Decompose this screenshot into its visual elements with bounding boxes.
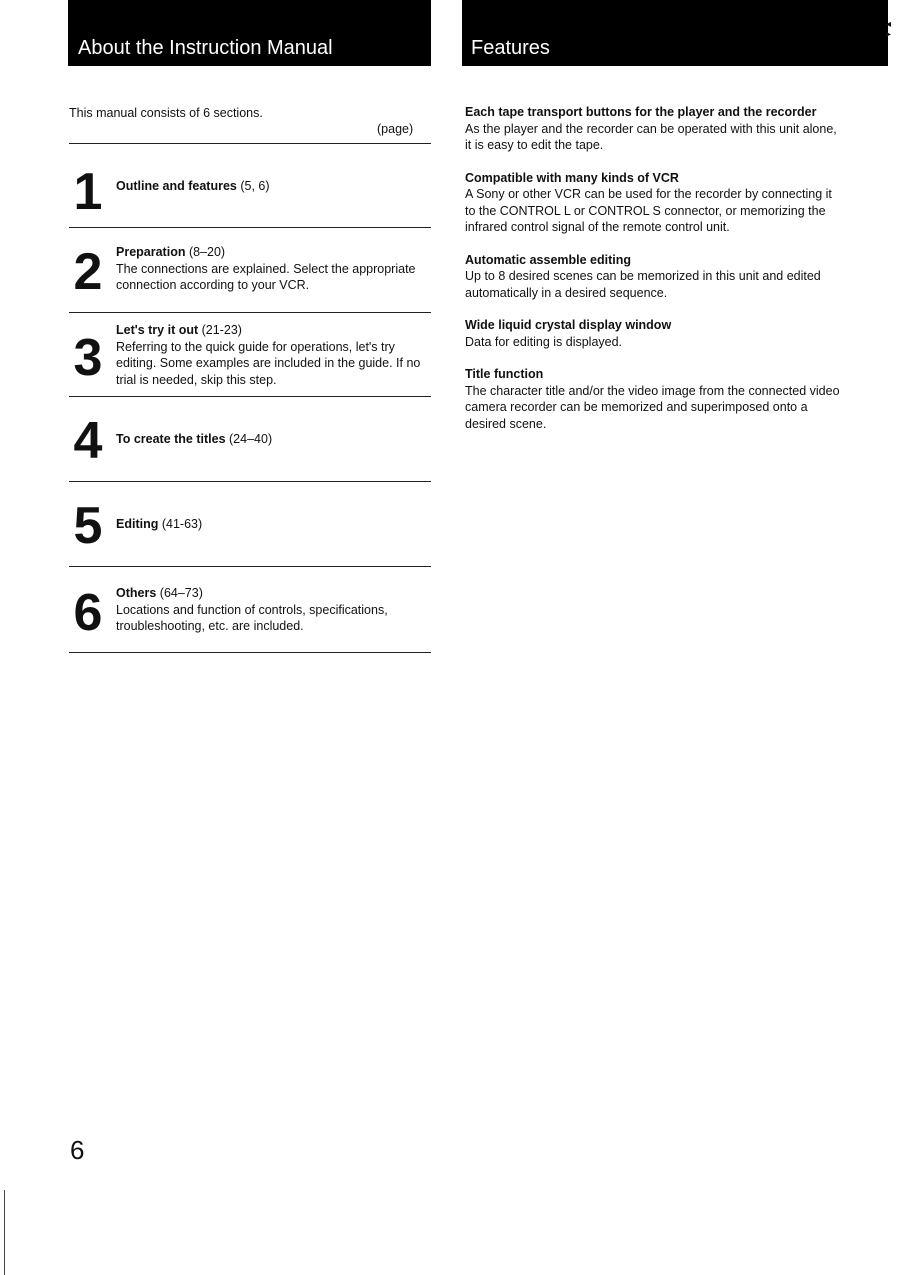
page-label: (page): [377, 122, 414, 136]
section-number: 2: [73, 243, 103, 301]
section-title: Editing: [116, 517, 159, 531]
header-about-manual: [68, 0, 431, 66]
section-number: 5: [73, 497, 103, 555]
feature-item: [465, 104, 845, 154]
divider: [69, 566, 431, 567]
divider: [69, 481, 431, 482]
section-body: [116, 431, 431, 448]
section-description: Locations and function of controls, specifications, troubleshooting, etc. are included.: [116, 602, 388, 633]
section-body: [116, 244, 431, 294]
divider: [69, 143, 431, 144]
section-title: Others: [116, 586, 157, 600]
page-number: 6: [70, 1135, 85, 1165]
section-1: [69, 160, 431, 220]
feature-title: Automatic assemble editing: [465, 252, 632, 267]
section-body: [116, 178, 431, 195]
intro-text: This manual consists of 6 sections.: [69, 106, 263, 120]
scan-edge-line: [4, 1190, 5, 1275]
section-number: 3: [73, 329, 103, 387]
section-description: The connections are explained. Select the appropriate connection according to your VCR.: [116, 261, 416, 292]
section-4: [69, 405, 431, 475]
feature-description: As the player and the recorder can be operated with this unit alone, it is easy to edit the tape.: [465, 121, 837, 152]
divider: [69, 312, 431, 313]
feature-item: [465, 317, 845, 350]
section-body: [116, 322, 421, 388]
section-title: Outline and features: [116, 179, 237, 193]
header-features: [462, 0, 888, 66]
features-list: [465, 104, 845, 448]
section-title: To create the titles: [116, 432, 226, 446]
divider: [69, 652, 431, 653]
feature-item: [465, 252, 845, 302]
section-3: [69, 320, 431, 392]
section-pages: (8–20): [188, 245, 226, 259]
feature-description: Up to 8 desired scenes can be memorized in this unit and edited automatically in a desired sequence.: [465, 269, 821, 300]
section-body: [116, 516, 431, 533]
section-title: Let's try it out: [116, 323, 199, 337]
section-6: [69, 575, 431, 647]
section-5: [69, 490, 431, 560]
section-number: 1: [73, 163, 103, 221]
section-body: [116, 585, 416, 635]
feature-item: [465, 366, 845, 432]
header-about-manual-title: About the Instruction Manual: [78, 37, 333, 59]
feature-description: Data for editing is displayed.: [465, 334, 623, 349]
section-number: 4: [73, 412, 103, 470]
section-pages: (41-63): [161, 517, 203, 531]
feature-title: Wide liquid crystal display window: [465, 318, 672, 332]
divider: [69, 396, 431, 397]
section-title: Preparation: [116, 245, 186, 259]
section-2: [69, 236, 431, 306]
feature-description: A Sony or other VCR can be used for the recorder by connecting it to the CONTROL L or CONTROL S connector, or memorizing the infrared control signal of the remote control unit.: [465, 187, 832, 234]
section-description: Referring to the quick guide for operations, let's try editing. Some examples are included in the guide. If no trial is needed, skip this step.: [116, 339, 421, 387]
section-pages: (24–40): [229, 432, 273, 446]
feature-title: Compatible with many kinds of VCR: [465, 170, 679, 185]
section-number: 6: [73, 584, 103, 642]
section-pages: (64–73): [159, 586, 203, 600]
feature-title: Each tape transport buttons for the player and the recorder: [465, 105, 817, 119]
feature-description: The character title and/or the video image from the connected video camera recorder can be memorized and superimposed onto a desired scene.: [465, 383, 840, 431]
header-features-title: Features: [471, 37, 550, 59]
section-pages: (21-23): [201, 323, 242, 337]
corner-mark: ◂ ▸: [886, 19, 892, 40]
feature-title: Title function: [465, 367, 544, 381]
feature-item: [465, 170, 845, 236]
section-pages: (5, 6): [240, 179, 270, 193]
divider: [69, 227, 431, 228]
